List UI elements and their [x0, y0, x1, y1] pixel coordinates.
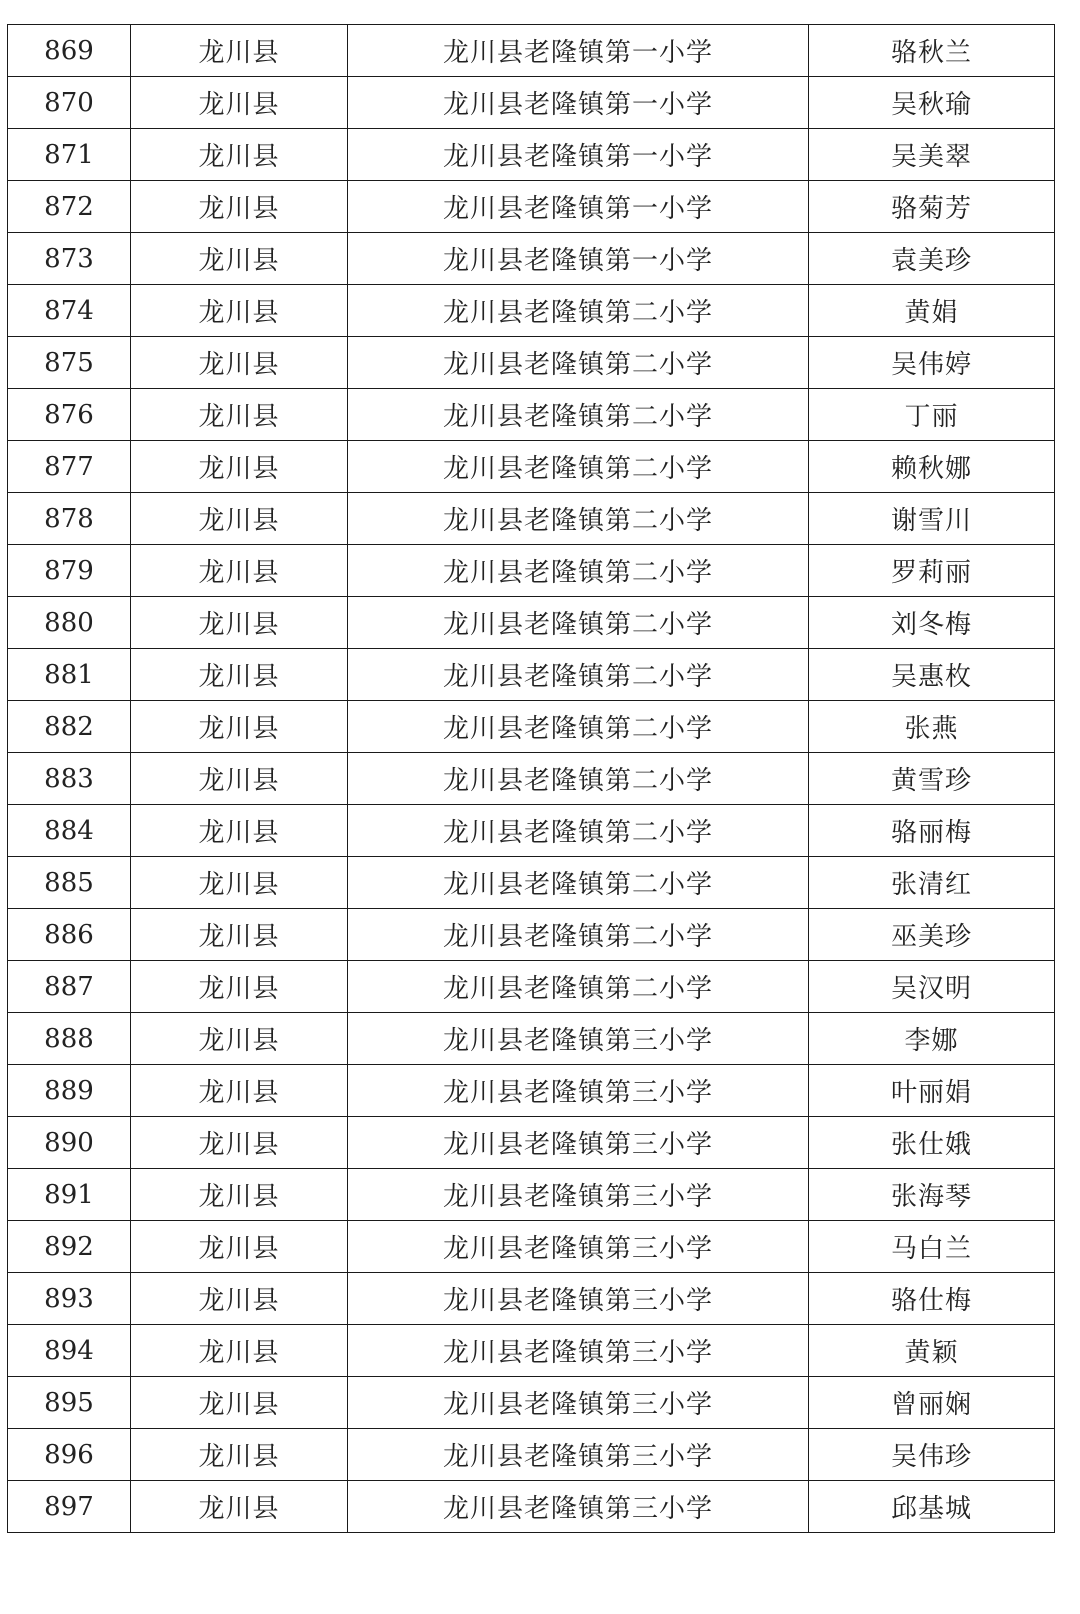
- row-number-cell: 891: [8, 1169, 131, 1221]
- row-number-cell: 895: [8, 1377, 131, 1429]
- table-row: [8, 597, 1055, 649]
- row-number-cell: 894: [8, 1325, 131, 1377]
- person-name-cell: 吴汉明: [809, 961, 1055, 1013]
- table-row: [8, 805, 1055, 857]
- row-number-cell: 882: [8, 701, 131, 753]
- school-cell: 龙川县老隆镇第二小学: [348, 857, 809, 909]
- person-name-cell: 吴伟珍: [809, 1429, 1055, 1481]
- table-row: [8, 77, 1055, 129]
- row-number-cell: 896: [8, 1429, 131, 1481]
- school-cell: 龙川县老隆镇第一小学: [348, 129, 809, 181]
- school-cell: 龙川县老隆镇第二小学: [348, 701, 809, 753]
- row-number-cell: 881: [8, 649, 131, 701]
- person-name-cell: 骆菊芳: [809, 181, 1055, 233]
- row-number-cell: 877: [8, 441, 131, 493]
- table-row: [8, 545, 1055, 597]
- school-cell: 龙川县老隆镇第二小学: [348, 805, 809, 857]
- row-number-cell: 879: [8, 545, 131, 597]
- person-name-cell: 刘冬梅: [809, 597, 1055, 649]
- school-cell: 龙川县老隆镇第三小学: [348, 1117, 809, 1169]
- school-cell: 龙川县老隆镇第三小学: [348, 1273, 809, 1325]
- row-number-cell: 888: [8, 1013, 131, 1065]
- county-cell: 龙川县: [131, 1169, 348, 1221]
- row-number-cell: 874: [8, 285, 131, 337]
- table-row: [8, 909, 1055, 961]
- row-number-cell: 875: [8, 337, 131, 389]
- county-cell: 龙川县: [131, 597, 348, 649]
- person-name-cell: 李娜: [809, 1013, 1055, 1065]
- person-name-cell: 骆丽梅: [809, 805, 1055, 857]
- county-cell: 龙川县: [131, 1481, 348, 1533]
- county-cell: 龙川县: [131, 129, 348, 181]
- person-name-cell: 马白兰: [809, 1221, 1055, 1273]
- school-cell: 龙川县老隆镇第二小学: [348, 597, 809, 649]
- table-row: [8, 181, 1055, 233]
- row-number-cell: 893: [8, 1273, 131, 1325]
- person-name-cell: 张清红: [809, 857, 1055, 909]
- person-name-cell: 邱基城: [809, 1481, 1055, 1533]
- person-name-cell: 袁美珍: [809, 233, 1055, 285]
- school-cell: 龙川县老隆镇第三小学: [348, 1325, 809, 1377]
- school-cell: 龙川县老隆镇第二小学: [348, 285, 809, 337]
- table-row: [8, 25, 1055, 77]
- row-number-cell: 892: [8, 1221, 131, 1273]
- school-cell: 龙川县老隆镇第三小学: [348, 1013, 809, 1065]
- school-cell: 龙川县老隆镇第二小学: [348, 961, 809, 1013]
- roster-table: [7, 24, 1055, 1533]
- person-name-cell: 叶丽娟: [809, 1065, 1055, 1117]
- row-number-cell: 869: [8, 25, 131, 77]
- row-number-cell: 880: [8, 597, 131, 649]
- county-cell: 龙川县: [131, 1325, 348, 1377]
- person-name-cell: 张燕: [809, 701, 1055, 753]
- person-name-cell: 丁丽: [809, 389, 1055, 441]
- table-row: [8, 285, 1055, 337]
- county-cell: 龙川县: [131, 1377, 348, 1429]
- person-name-cell: 赖秋娜: [809, 441, 1055, 493]
- county-cell: 龙川县: [131, 857, 348, 909]
- county-cell: 龙川县: [131, 805, 348, 857]
- table-row: [8, 1117, 1055, 1169]
- school-cell: 龙川县老隆镇第三小学: [348, 1169, 809, 1221]
- table-row: [8, 1169, 1055, 1221]
- person-name-cell: 黄娟: [809, 285, 1055, 337]
- county-cell: 龙川县: [131, 1273, 348, 1325]
- row-number-cell: 873: [8, 233, 131, 285]
- table-row: [8, 441, 1055, 493]
- county-cell: 龙川县: [131, 493, 348, 545]
- table-row: [8, 701, 1055, 753]
- person-name-cell: 黄颖: [809, 1325, 1055, 1377]
- table-row: [8, 961, 1055, 1013]
- county-cell: 龙川县: [131, 25, 348, 77]
- school-cell: 龙川县老隆镇第二小学: [348, 389, 809, 441]
- person-name-cell: 罗莉丽: [809, 545, 1055, 597]
- person-name-cell: 巫美珍: [809, 909, 1055, 961]
- county-cell: 龙川县: [131, 1117, 348, 1169]
- county-cell: 龙川县: [131, 1429, 348, 1481]
- person-name-cell: 吴惠枚: [809, 649, 1055, 701]
- county-cell: 龙川县: [131, 181, 348, 233]
- school-cell: 龙川县老隆镇第二小学: [348, 545, 809, 597]
- person-name-cell: 吴美翠: [809, 129, 1055, 181]
- table-row: [8, 233, 1055, 285]
- row-number-cell: 871: [8, 129, 131, 181]
- county-cell: 龙川县: [131, 389, 348, 441]
- table-row: [8, 1481, 1055, 1533]
- county-cell: 龙川县: [131, 1013, 348, 1065]
- row-number-cell: 876: [8, 389, 131, 441]
- county-cell: 龙川县: [131, 753, 348, 805]
- person-name-cell: 骆仕梅: [809, 1273, 1055, 1325]
- row-number-cell: 872: [8, 181, 131, 233]
- row-number-cell: 870: [8, 77, 131, 129]
- table-row: [8, 1429, 1055, 1481]
- county-cell: 龙川县: [131, 285, 348, 337]
- table-row: [8, 337, 1055, 389]
- row-number-cell: 883: [8, 753, 131, 805]
- table-row: [8, 1221, 1055, 1273]
- school-cell: 龙川县老隆镇第一小学: [348, 77, 809, 129]
- school-cell: 龙川县老隆镇第二小学: [348, 493, 809, 545]
- school-cell: 龙川县老隆镇第二小学: [348, 337, 809, 389]
- table-row: [8, 1273, 1055, 1325]
- person-name-cell: 黄雪珍: [809, 753, 1055, 805]
- county-cell: 龙川县: [131, 545, 348, 597]
- person-name-cell: 吴秋瑜: [809, 77, 1055, 129]
- row-number-cell: 887: [8, 961, 131, 1013]
- person-name-cell: 曾丽娴: [809, 1377, 1055, 1429]
- person-name-cell: 骆秋兰: [809, 25, 1055, 77]
- row-number-cell: 890: [8, 1117, 131, 1169]
- school-cell: 龙川县老隆镇第一小学: [348, 233, 809, 285]
- table-row: [8, 857, 1055, 909]
- school-cell: 龙川县老隆镇第三小学: [348, 1065, 809, 1117]
- school-cell: 龙川县老隆镇第二小学: [348, 753, 809, 805]
- table-row: [8, 389, 1055, 441]
- table-row: [8, 1065, 1055, 1117]
- row-number-cell: 889: [8, 1065, 131, 1117]
- county-cell: 龙川县: [131, 909, 348, 961]
- school-cell: 龙川县老隆镇第一小学: [348, 181, 809, 233]
- row-number-cell: 897: [8, 1481, 131, 1533]
- school-cell: 龙川县老隆镇第三小学: [348, 1377, 809, 1429]
- school-cell: 龙川县老隆镇第三小学: [348, 1429, 809, 1481]
- table-row: [8, 753, 1055, 805]
- row-number-cell: 884: [8, 805, 131, 857]
- county-cell: 龙川县: [131, 701, 348, 753]
- person-name-cell: 谢雪川: [809, 493, 1055, 545]
- table-row: [8, 1013, 1055, 1065]
- row-number-cell: 878: [8, 493, 131, 545]
- county-cell: 龙川县: [131, 233, 348, 285]
- table-row: [8, 1377, 1055, 1429]
- roster-table-body: [8, 25, 1055, 1533]
- table-row: [8, 649, 1055, 701]
- school-cell: 龙川县老隆镇第二小学: [348, 909, 809, 961]
- table-row: [8, 129, 1055, 181]
- county-cell: 龙川县: [131, 961, 348, 1013]
- school-cell: 龙川县老隆镇第二小学: [348, 649, 809, 701]
- county-cell: 龙川县: [131, 1065, 348, 1117]
- school-cell: 龙川县老隆镇第二小学: [348, 441, 809, 493]
- row-number-cell: 885: [8, 857, 131, 909]
- county-cell: 龙川县: [131, 441, 348, 493]
- county-cell: 龙川县: [131, 337, 348, 389]
- person-name-cell: 吴伟婷: [809, 337, 1055, 389]
- county-cell: 龙川县: [131, 649, 348, 701]
- row-number-cell: 886: [8, 909, 131, 961]
- school-cell: 龙川县老隆镇第三小学: [348, 1221, 809, 1273]
- county-cell: 龙川县: [131, 77, 348, 129]
- school-cell: 龙川县老隆镇第三小学: [348, 1481, 809, 1533]
- person-name-cell: 张海琴: [809, 1169, 1055, 1221]
- school-cell: 龙川县老隆镇第一小学: [348, 25, 809, 77]
- person-name-cell: 张仕娥: [809, 1117, 1055, 1169]
- table-row: [8, 493, 1055, 545]
- table-row: [8, 1325, 1055, 1377]
- county-cell: 龙川县: [131, 1221, 348, 1273]
